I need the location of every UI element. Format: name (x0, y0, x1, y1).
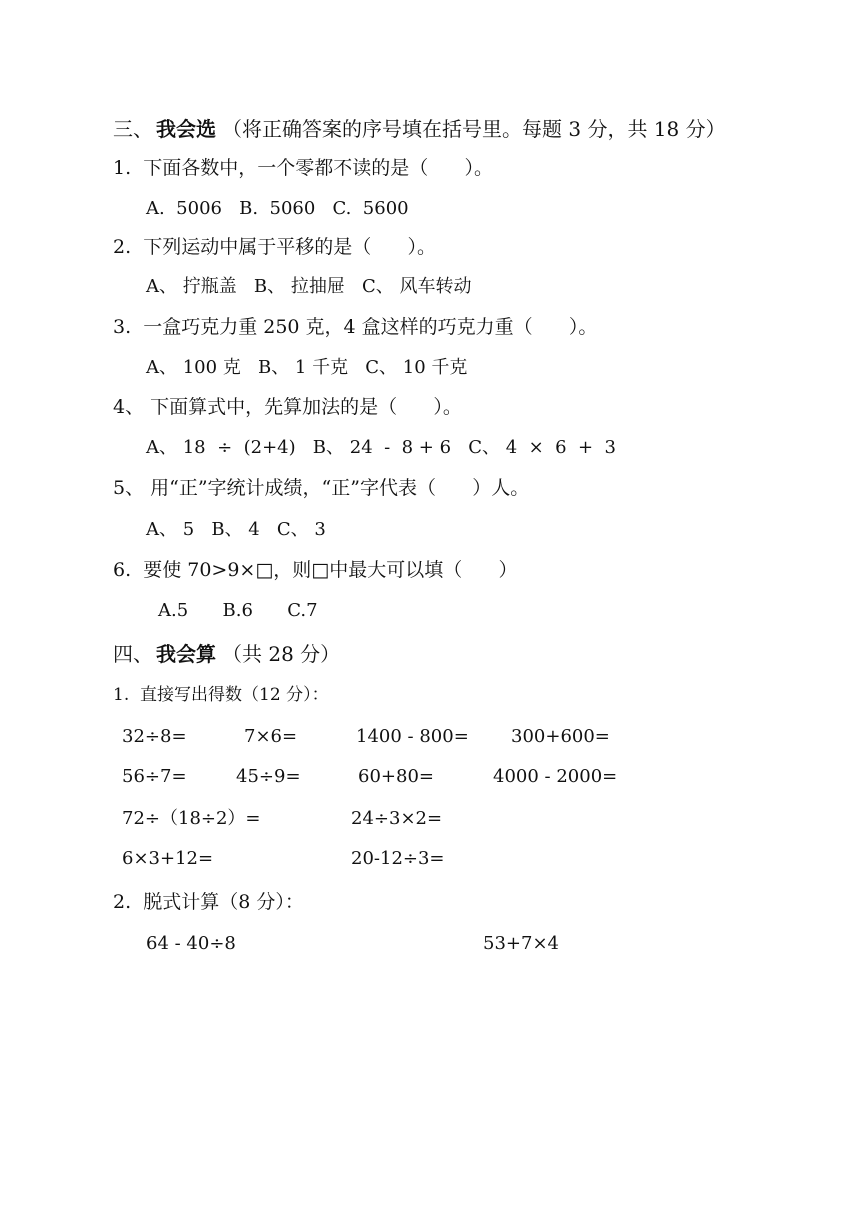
calc-item: 6×3+12= (122, 848, 214, 869)
question-1-options: A. 5006 B. 5060 C. 5600 (146, 198, 409, 219)
calc-item: 1400 - 800= (356, 726, 469, 747)
section4-number: 四、 (113, 642, 153, 666)
calc-item: 4000 - 2000= (493, 766, 618, 787)
calc-item: 45÷9= (236, 766, 301, 787)
calc-item: 7×6= (244, 726, 298, 747)
question-5-options: A、 5 B、 4 C、 3 (146, 519, 326, 540)
calc-item: 53+7×4 (483, 933, 559, 954)
calc-item: 20-12÷3= (351, 848, 445, 869)
question-1-text: 1. 下面各数中，一个零都不读的是（ ）。 (113, 157, 493, 179)
calc-item: 60+80= (358, 766, 434, 787)
calc-item: 72÷（18÷2）= (122, 808, 261, 829)
question-6-options: A.5 B.6 C.7 (158, 600, 318, 621)
section4-instruction: （共 28 分） (222, 642, 341, 666)
calc-item: 300+600= (511, 726, 610, 747)
question-2-text: 2. 下列运动中属于平移的是（ ）。 (113, 236, 436, 258)
question-3-options: A、 100 克 B、 1 千克 C、 10 千克 (146, 357, 468, 378)
question-4-text: 4、 下面算式中，先算加法的是（ ）。 (113, 396, 462, 418)
section3-number: 三、 (113, 117, 153, 141)
question-2-options: A、 拧瓶盖 B、 拉抽屉 C、 风车转动 (146, 276, 472, 297)
question-6-text: 6. 要使 70>9×□，则□中最大可以填（ ） (113, 559, 518, 581)
part2-title: 2. 脱式计算（8 分）： (113, 891, 304, 913)
question-5-text: 5、 用“正”字统计成绩，“正”字代表（ ）人。 (113, 477, 530, 499)
section3-instruction: （将正确答案的序号填在括号里。每题 3 分，共 18 分） (222, 117, 726, 141)
question-3-text: 3. 一盒巧克力重 250 克，4 盒这样的巧克力重（ ）。 (113, 316, 598, 338)
calc-item: 32÷8= (122, 726, 187, 747)
calc-item: 64 - 40÷8 (146, 933, 236, 954)
section4-title: 我会算 (156, 642, 216, 666)
calc-item: 56÷7= (122, 766, 187, 787)
section3-title: 我会选 (156, 117, 216, 141)
calc-item: 24÷3×2= (351, 808, 443, 829)
part1-title: 1. 直接写出得数（12 分）： (113, 685, 329, 705)
question-4-options: A、 18 ÷ (2+4) B、 24 - 8 + 6 C、 4 × 6 + 3 (146, 437, 616, 458)
